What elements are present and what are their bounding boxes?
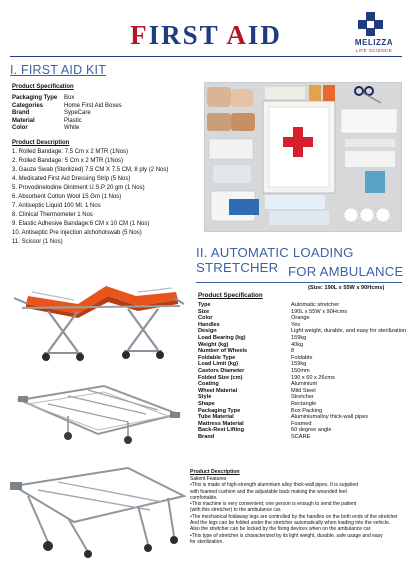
kit-list-item: 7. Antiseptic Liquid 100 Ml. 1 Nos bbox=[12, 203, 101, 209]
stretcher-spec-row-value: Rectangle bbox=[291, 400, 317, 407]
stretcher-spec-row-value: Light weight, durable, and easy for sterilization bbox=[291, 328, 407, 335]
kit-spec-row-key: Brand bbox=[12, 110, 30, 117]
stretcher-spec-row-value: Automatic stretcher bbox=[291, 302, 340, 308]
kit-item-list bbox=[12, 148, 168, 247]
stretcher-desc-line: comfortable. bbox=[190, 494, 218, 501]
kit-spec-row-key: Color bbox=[12, 125, 28, 132]
kit-list-item: 4. Medicated First Aid Dressing Strip (5 Nos) bbox=[12, 176, 131, 182]
stretcher-spec-row bbox=[198, 368, 406, 375]
title-mid: IRST bbox=[148, 20, 227, 50]
stretcher-spec-row-value: Stretcher bbox=[291, 394, 314, 401]
stretcher-spec-row bbox=[198, 348, 406, 355]
stretcher-spec-row-key: Load Bearing (kg) bbox=[198, 334, 246, 341]
stretcher-product-desc-heading: Product Description bbox=[190, 469, 240, 475]
stretcher-spec-row bbox=[198, 381, 406, 388]
stretcher-spec-row-key: Coating bbox=[198, 381, 219, 388]
kit-product-spec-heading: Product Specification bbox=[12, 84, 74, 90]
stretcher-desc-line: •This machine is very convenient; one person is enough to send the patient bbox=[190, 501, 357, 508]
stretcher-spec-row bbox=[198, 315, 406, 322]
stretcher-spec-row bbox=[198, 408, 406, 415]
stretcher-spec-row-key: Load Limit (kg) bbox=[198, 361, 239, 368]
title-first-letter: F bbox=[130, 20, 149, 50]
stretcher-spec-row-value: 8 bbox=[291, 348, 295, 355]
stretcher-spec-row-value: 190 x 60 x 26cms bbox=[291, 374, 335, 381]
company-logo bbox=[340, 12, 408, 58]
stretcher-spec-row-key: Tube Material bbox=[198, 414, 234, 421]
stretcher-desc-line: And the legs can be folded under the stretcher automatically when loading into the vehicle. bbox=[190, 520, 391, 527]
kit-list-item: 3. Gauze Swab (Sterilized) 7.5 CM X 7.5 CM, 8 ply (2 Nos) bbox=[12, 167, 169, 173]
stretcher-spec-row-key: Type bbox=[198, 302, 211, 308]
stretcher-spec-row bbox=[198, 401, 406, 408]
kit-spec-row-value: Home First Aid Boxes bbox=[64, 102, 122, 109]
kit-spec-row-value: Box bbox=[64, 95, 75, 101]
stretcher-spec-row bbox=[198, 394, 406, 401]
stretcher-size-note: (Size: 190L x 55W x 90Hcms) bbox=[308, 285, 385, 291]
kit-spec-row-key: Categories bbox=[12, 102, 44, 109]
stretcher-spec-row bbox=[198, 328, 406, 335]
kit-list-item: 9. Elastic Adhesive Bandage:6 CM x 10 CM (1 Nos) bbox=[12, 221, 150, 227]
stretcher-photo-open bbox=[8, 256, 188, 364]
kit-spec-row-key: Packaging Type bbox=[12, 95, 58, 101]
kit-spec-row bbox=[12, 125, 122, 133]
stretcher-spec-row-value: Aluminium bbox=[291, 381, 318, 388]
stretcher-spec-row-key: Back-Rest Lifting bbox=[198, 427, 244, 434]
stretcher-spec-row-key: Mattress Material bbox=[198, 420, 244, 427]
stretcher-photo-frame-detail bbox=[8, 456, 188, 558]
stretcher-spec-row-value: Foldable bbox=[291, 354, 313, 361]
kit-spec-row-value: SypeCare bbox=[64, 110, 91, 117]
stretcher-spec-row bbox=[198, 309, 406, 316]
stretcher-spec-row-value: Mild Steel bbox=[291, 387, 316, 394]
title-end: ID bbox=[247, 20, 282, 50]
stretcher-spec-row-key: Folded Size (cm) bbox=[198, 374, 243, 381]
stretcher-spec-row-value: 40kg bbox=[291, 341, 304, 348]
stretcher-heading-line1: II. AUTOMATIC LOADING STRETCHER bbox=[196, 245, 354, 275]
stretcher-spec-row-value: Yes bbox=[291, 321, 301, 328]
stretcher-spec-row bbox=[198, 302, 406, 309]
kit-list-item: 8. Clinical Thermometer 1 Nos bbox=[12, 212, 93, 218]
stretcher-spec-row-key: Style bbox=[198, 394, 212, 401]
stretcher-desc-line: •The mechanical foldaway legs are controlled by the handles on the both ends of the stretcher bbox=[190, 513, 398, 520]
stretcher-desc-line: with foamed cushion and the adjustable back making the wounded feel bbox=[190, 488, 347, 495]
stretcher-spec-row-value: SCARE bbox=[291, 433, 311, 440]
stretcher-spec-row bbox=[198, 414, 406, 421]
stretcher-spec-row-key: Wheel Material bbox=[198, 387, 238, 394]
stretcher-spec-row-key: Packaging Type bbox=[198, 407, 241, 414]
stretcher-spec-row-value: Orange bbox=[291, 315, 310, 322]
stretcher-spec-row-value: Aluminiumalloy thick-wall pipes bbox=[291, 414, 369, 421]
stretcher-desc-line: Also the stretcher can be locked by the fixing devices when on the ambulance car. bbox=[190, 526, 372, 533]
header-divider bbox=[10, 56, 402, 57]
kit-spec-row-value: White bbox=[64, 125, 80, 132]
kit-list-item: 5. Provodinelodine Ointment U.S.P 20 gm (1 Nos) bbox=[12, 185, 145, 191]
kit-list-item: 10. Antiseptic Pre injection alchoholswab (5 Nos) bbox=[12, 230, 142, 236]
stretcher-spec-row bbox=[198, 421, 406, 428]
stretcher-spec-row bbox=[198, 342, 406, 349]
kit-spec-row bbox=[12, 95, 122, 103]
stretcher-desc-line: (with this stretcher) to the ambulance car. bbox=[190, 507, 282, 514]
first-aid-kit-heading: I. FIRST AID KIT bbox=[10, 63, 107, 77]
stretcher-photo-folded-frame bbox=[8, 370, 188, 452]
stretcher-spec-row bbox=[198, 361, 406, 368]
stretcher-spec-row-key: Design bbox=[198, 328, 217, 335]
stretcher-product-spec-heading: Product Specification bbox=[198, 292, 263, 299]
stretcher-spec-row-value: 159kg bbox=[291, 334, 307, 341]
stretcher-spec-row-value: 159kg bbox=[291, 361, 307, 368]
stretcher-spec-table bbox=[198, 302, 406, 440]
kit-spec-row bbox=[12, 118, 122, 126]
stretcher-spec-row-value: Box Packing bbox=[291, 407, 323, 414]
logo-mark-icon bbox=[358, 12, 384, 36]
stretcher-spec-row bbox=[198, 322, 406, 329]
stretcher-desc-line: for sterilization. bbox=[190, 538, 224, 545]
kit-list-item: 11. Scissor (1 Nos) bbox=[12, 239, 63, 245]
stretcher-spec-row bbox=[198, 375, 406, 382]
kit-spec-row-key: Material bbox=[12, 117, 35, 124]
stretcher-spec-row-key: Castors Diameter bbox=[198, 367, 245, 374]
stretcher-spec-row-value: 60 degree angle bbox=[291, 427, 332, 434]
kit-spec-row bbox=[12, 110, 122, 118]
title-a-letter: A bbox=[226, 20, 248, 50]
stretcher-heading-line2: FOR AMBULANCE bbox=[288, 264, 404, 279]
stretcher-spec-row bbox=[198, 388, 406, 395]
stretcher-spec-row-key: Color bbox=[198, 315, 213, 322]
stretcher-desc-line: •This is made of high-strength aluminium alloy thick-wall pipes. It is supplied bbox=[190, 482, 358, 489]
stretcher-desc-line: Salient Features bbox=[190, 476, 227, 482]
kit-list-item: 1. Rolled Bandage: 7.5 Cm x 2 MTR (1Nos) bbox=[12, 149, 129, 155]
logo-subtitle: LIFE SCIENCE bbox=[355, 48, 393, 53]
kit-product-desc-heading: Product Description bbox=[12, 140, 70, 146]
kit-spec-row-value: Plastic bbox=[64, 117, 82, 124]
stretcher-spec-row-key: Size bbox=[198, 308, 210, 315]
stretcher-spec-row-key: Handles bbox=[198, 321, 220, 328]
stretcher-spec-row bbox=[198, 427, 406, 434]
stretcher-spec-row-key: Shape bbox=[198, 400, 215, 407]
stretcher-spec-row bbox=[198, 434, 406, 441]
kit-list-item: 2. Rolled Bandage: 5 Cm x 2 MTR (1Nos) bbox=[12, 158, 124, 164]
stretcher-heading-underline bbox=[196, 282, 402, 283]
kit-spec-row bbox=[12, 103, 122, 111]
stretcher-spec-row-key: Brand bbox=[198, 433, 215, 440]
first-aid-kit-photo bbox=[204, 82, 402, 232]
kit-list-item: 6. Absorbent Cotton Wool 15 Gm (1 Nos) bbox=[12, 194, 122, 200]
stretcher-spec-row-key: Weight (kg) bbox=[198, 341, 229, 348]
stretcher-spec-row bbox=[198, 335, 406, 342]
stretcher-spec-row-value: Foamed bbox=[291, 420, 312, 427]
stretcher-spec-row-value: 150mm bbox=[291, 367, 310, 374]
stretcher-spec-row-key: Number of Wheels bbox=[198, 348, 248, 355]
logo-name: MELIZZA bbox=[354, 38, 394, 47]
stretcher-spec-row-key: Foldable Type bbox=[198, 354, 236, 361]
stretcher-description bbox=[190, 476, 398, 545]
stretcher-spec-row-value: 190L x 55W x 90Hcms bbox=[291, 308, 348, 315]
stretcher-desc-line: •This type of stretcher is characterized by its light weight, durable, safe usage and easy bbox=[190, 532, 383, 539]
kit-spec-table bbox=[12, 95, 122, 133]
stretcher-spec-row bbox=[198, 355, 406, 362]
